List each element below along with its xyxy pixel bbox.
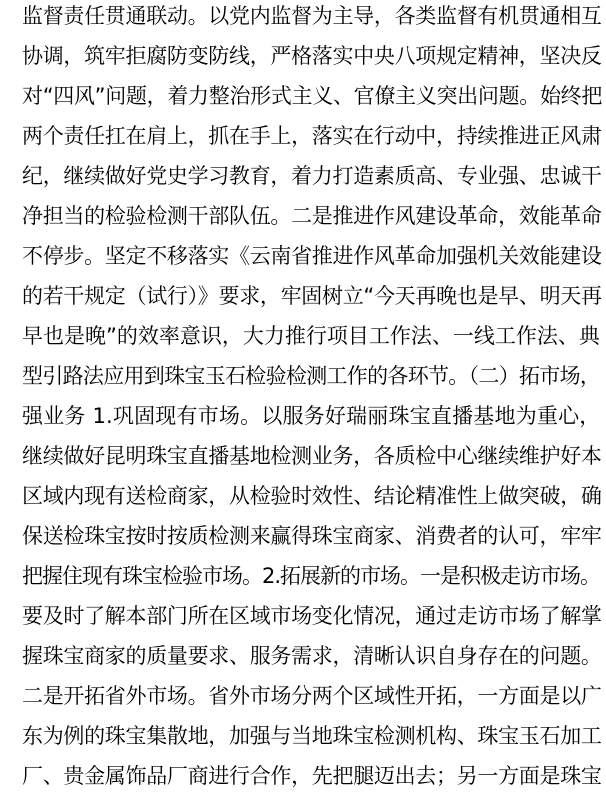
text-line: 协调，筑牢拒腐防变防线，严格落实中央八项规定精神，坚决反 — [22, 44, 602, 68]
text-line: 厂、贵金属饰品厂商进行合作，先把腿迈出去；另一方面是珠宝 — [22, 764, 602, 788]
text-line: 保送检珠宝按时按质检测来赢得珠宝商家、消费者的认可，牢牢 — [22, 524, 602, 548]
text-line: 的若干规定（试行）》要求，牢固树立“今天再晚也是早、明天再 — [22, 284, 602, 308]
text-line: 净担当的检验检测干部队伍。二是推进作风建设革命，效能革命 — [22, 204, 602, 228]
text-line: 不停步。坚定不移落实《云南省推进作风革命加强机关效能建设 — [22, 244, 602, 268]
text-line: 两个责任扛在肩上，抓在手上，落实在行动中，持续推进正风肃 — [22, 124, 602, 148]
text-line: 型引路法应用到珠宝玉石检验检测工作的各环节。（二）拓市场， — [22, 364, 601, 388]
text-line: 监督责任贯通联动。以党内监督为主导，各类监督有机贯通相互 — [22, 4, 602, 28]
text-line: 二是开拓省外市场。省外市场分两个区域性开拓，一方面是以广 — [22, 684, 602, 708]
text-line: 握珠宝商家的质量要求、服务需求，清晰认识自身存在的问题。 — [22, 644, 602, 668]
text-line: 把握住现有珠宝检验市场。2.拓展新的市场。一是积极走访市场。 — [22, 564, 601, 588]
text-line: 对“四风”问题，着力整治形式主义、官僚主义突出问题。始终把 — [22, 84, 603, 108]
text-line: 东为例的珠宝集散地，加强与当地珠宝检测机构、珠宝玉石加工 — [22, 724, 602, 748]
text-line: 纪，继续做好党史学习教育，着力打造素质高、专业强、忠诚干 — [22, 164, 602, 188]
text-line: 强业务 1.巩固现有市场。以服务好瑞丽珠宝直播基地为重心， — [22, 404, 601, 428]
text-line: 区域内现有送检商家，从检验时效性、结论精准性上做突破，确 — [22, 484, 602, 508]
text-line: 要及时了解本部门所在区域市场变化情况，通过走访市场了解掌 — [22, 604, 602, 628]
text-line: 早也是晚”的效率意识，大力推行项目工作法、一线工作法、典 — [22, 324, 600, 348]
text-line: 继续做好昆明珠宝直播基地检测业务，各质检中心继续维护好本 — [22, 444, 602, 468]
